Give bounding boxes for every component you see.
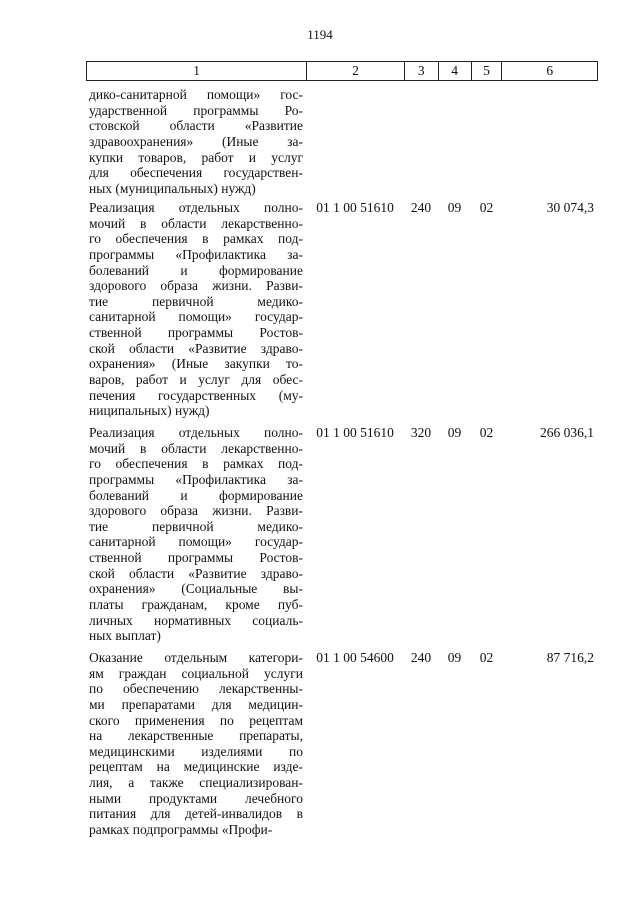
subsection-code: 02 xyxy=(479,650,494,665)
expense-type-code: 240 xyxy=(410,650,432,665)
description-line: болеваний и формирование xyxy=(89,262,303,278)
description-line: платы гражданам, кроме пуб- xyxy=(89,597,303,613)
table-header xyxy=(86,61,598,81)
subsection-code: 02 xyxy=(479,200,494,215)
description-line: ных выплат) xyxy=(89,628,161,644)
description-line: питания для детей-инвалидов в xyxy=(89,806,303,822)
description-line: болеваний и формирование xyxy=(89,487,303,503)
row-description xyxy=(89,87,303,196)
description-line: здорового образа жизни. Разви- xyxy=(89,278,303,294)
row-description xyxy=(89,425,303,644)
description-line: ми препаратами для медицин- xyxy=(89,696,303,712)
description-line: ям граждан социальной услуги xyxy=(89,665,303,681)
description-line: купки товаров, работ и услуг xyxy=(89,149,303,165)
column-header-1: 1 xyxy=(193,63,200,78)
description-line: ными продуктами лечебного xyxy=(89,790,303,806)
description-line: варов, работ и услуг для обес- xyxy=(89,372,303,388)
description-line: для обеспечения государствен- xyxy=(89,165,303,181)
description-line: ственной программы Ростов- xyxy=(89,550,303,566)
description-line: Реализация отдельных полно- xyxy=(89,425,303,440)
row-description xyxy=(89,200,303,419)
description-line: ской области «Развитие здраво- xyxy=(89,340,303,356)
description-line: стовской области «Развитие xyxy=(89,118,303,134)
amount-value: 266 036,1 xyxy=(540,425,594,440)
description-line: ниципальных) нужд) xyxy=(89,403,210,419)
description-line: мочий в области лекарственно- xyxy=(89,215,303,231)
column-header-3: 3 xyxy=(404,62,438,80)
section-code: 09 xyxy=(447,200,462,215)
description-line: санитарной помощи» государ- xyxy=(89,534,303,550)
column-header-2: 2 xyxy=(306,62,404,80)
description-line: программы «Профилактика за- xyxy=(89,246,303,262)
description-line: медицинскими изделиями по xyxy=(89,743,303,759)
description-line: го обеспечения в рамках под- xyxy=(89,231,303,247)
subsection-code: 02 xyxy=(479,425,494,440)
description-line: го обеспечения в рамках под- xyxy=(89,456,303,472)
description-line: программы «Профилактика за- xyxy=(89,471,303,487)
description-line: ударственной программы Ро- xyxy=(89,102,303,118)
section-code: 09 xyxy=(447,650,462,665)
description-line: тие первичной медико- xyxy=(89,293,303,309)
target-article-code: 01 1 00 51610 xyxy=(316,425,394,440)
description-line: здравоохранения» (Иные за- xyxy=(89,133,303,149)
description-line: дико-санитарной помощи» гос- xyxy=(89,87,303,102)
description-line: тие первичной медико- xyxy=(89,518,303,534)
description-line: ского применения по рецептам xyxy=(89,712,303,728)
description-line: охранения» (Иные закупки то- xyxy=(89,356,303,372)
target-article-code: 01 1 00 54600 xyxy=(316,650,394,665)
description-line: ской области «Развитие здраво- xyxy=(89,565,303,581)
description-line: санитарной помощи» государ- xyxy=(89,309,303,325)
description-line: здорового образа жизни. Разви- xyxy=(89,503,303,519)
column-header-6: 6 xyxy=(501,62,597,80)
description-line: рецептам на медицинские изде- xyxy=(89,759,303,775)
amount-value: 87 716,2 xyxy=(546,650,594,665)
column-header-4: 4 xyxy=(438,62,471,80)
target-article-code: 01 1 00 51610 xyxy=(316,200,394,215)
description-line: Оказание отдельным категори- xyxy=(89,650,303,665)
section-code: 09 xyxy=(447,425,462,440)
expense-type-code: 240 xyxy=(410,200,432,215)
row-description xyxy=(89,650,303,838)
description-line: рамках подпрограммы «Профи- xyxy=(89,822,273,838)
description-line: охранения» (Социальные вы- xyxy=(89,581,303,597)
description-line: ственной программы Ростов- xyxy=(89,325,303,341)
description-line: личных нормативных социаль- xyxy=(89,612,303,628)
description-line: Реализация отдельных полно- xyxy=(89,200,303,215)
column-header-5: 5 xyxy=(471,62,502,80)
description-line: мочий в области лекарственно- xyxy=(89,440,303,456)
description-line: по обеспечению лекарственны- xyxy=(89,681,303,697)
description-line: ных (муниципальных) нужд) xyxy=(89,180,256,196)
description-line: печения государственных (му- xyxy=(89,387,303,403)
description-line: на лекарственные препараты, xyxy=(89,728,303,744)
description-line: лия, а также специализирован- xyxy=(89,775,303,791)
expense-type-code: 320 xyxy=(410,425,432,440)
page-number: 1194 xyxy=(307,27,333,42)
amount-value: 30 074,3 xyxy=(546,200,594,215)
